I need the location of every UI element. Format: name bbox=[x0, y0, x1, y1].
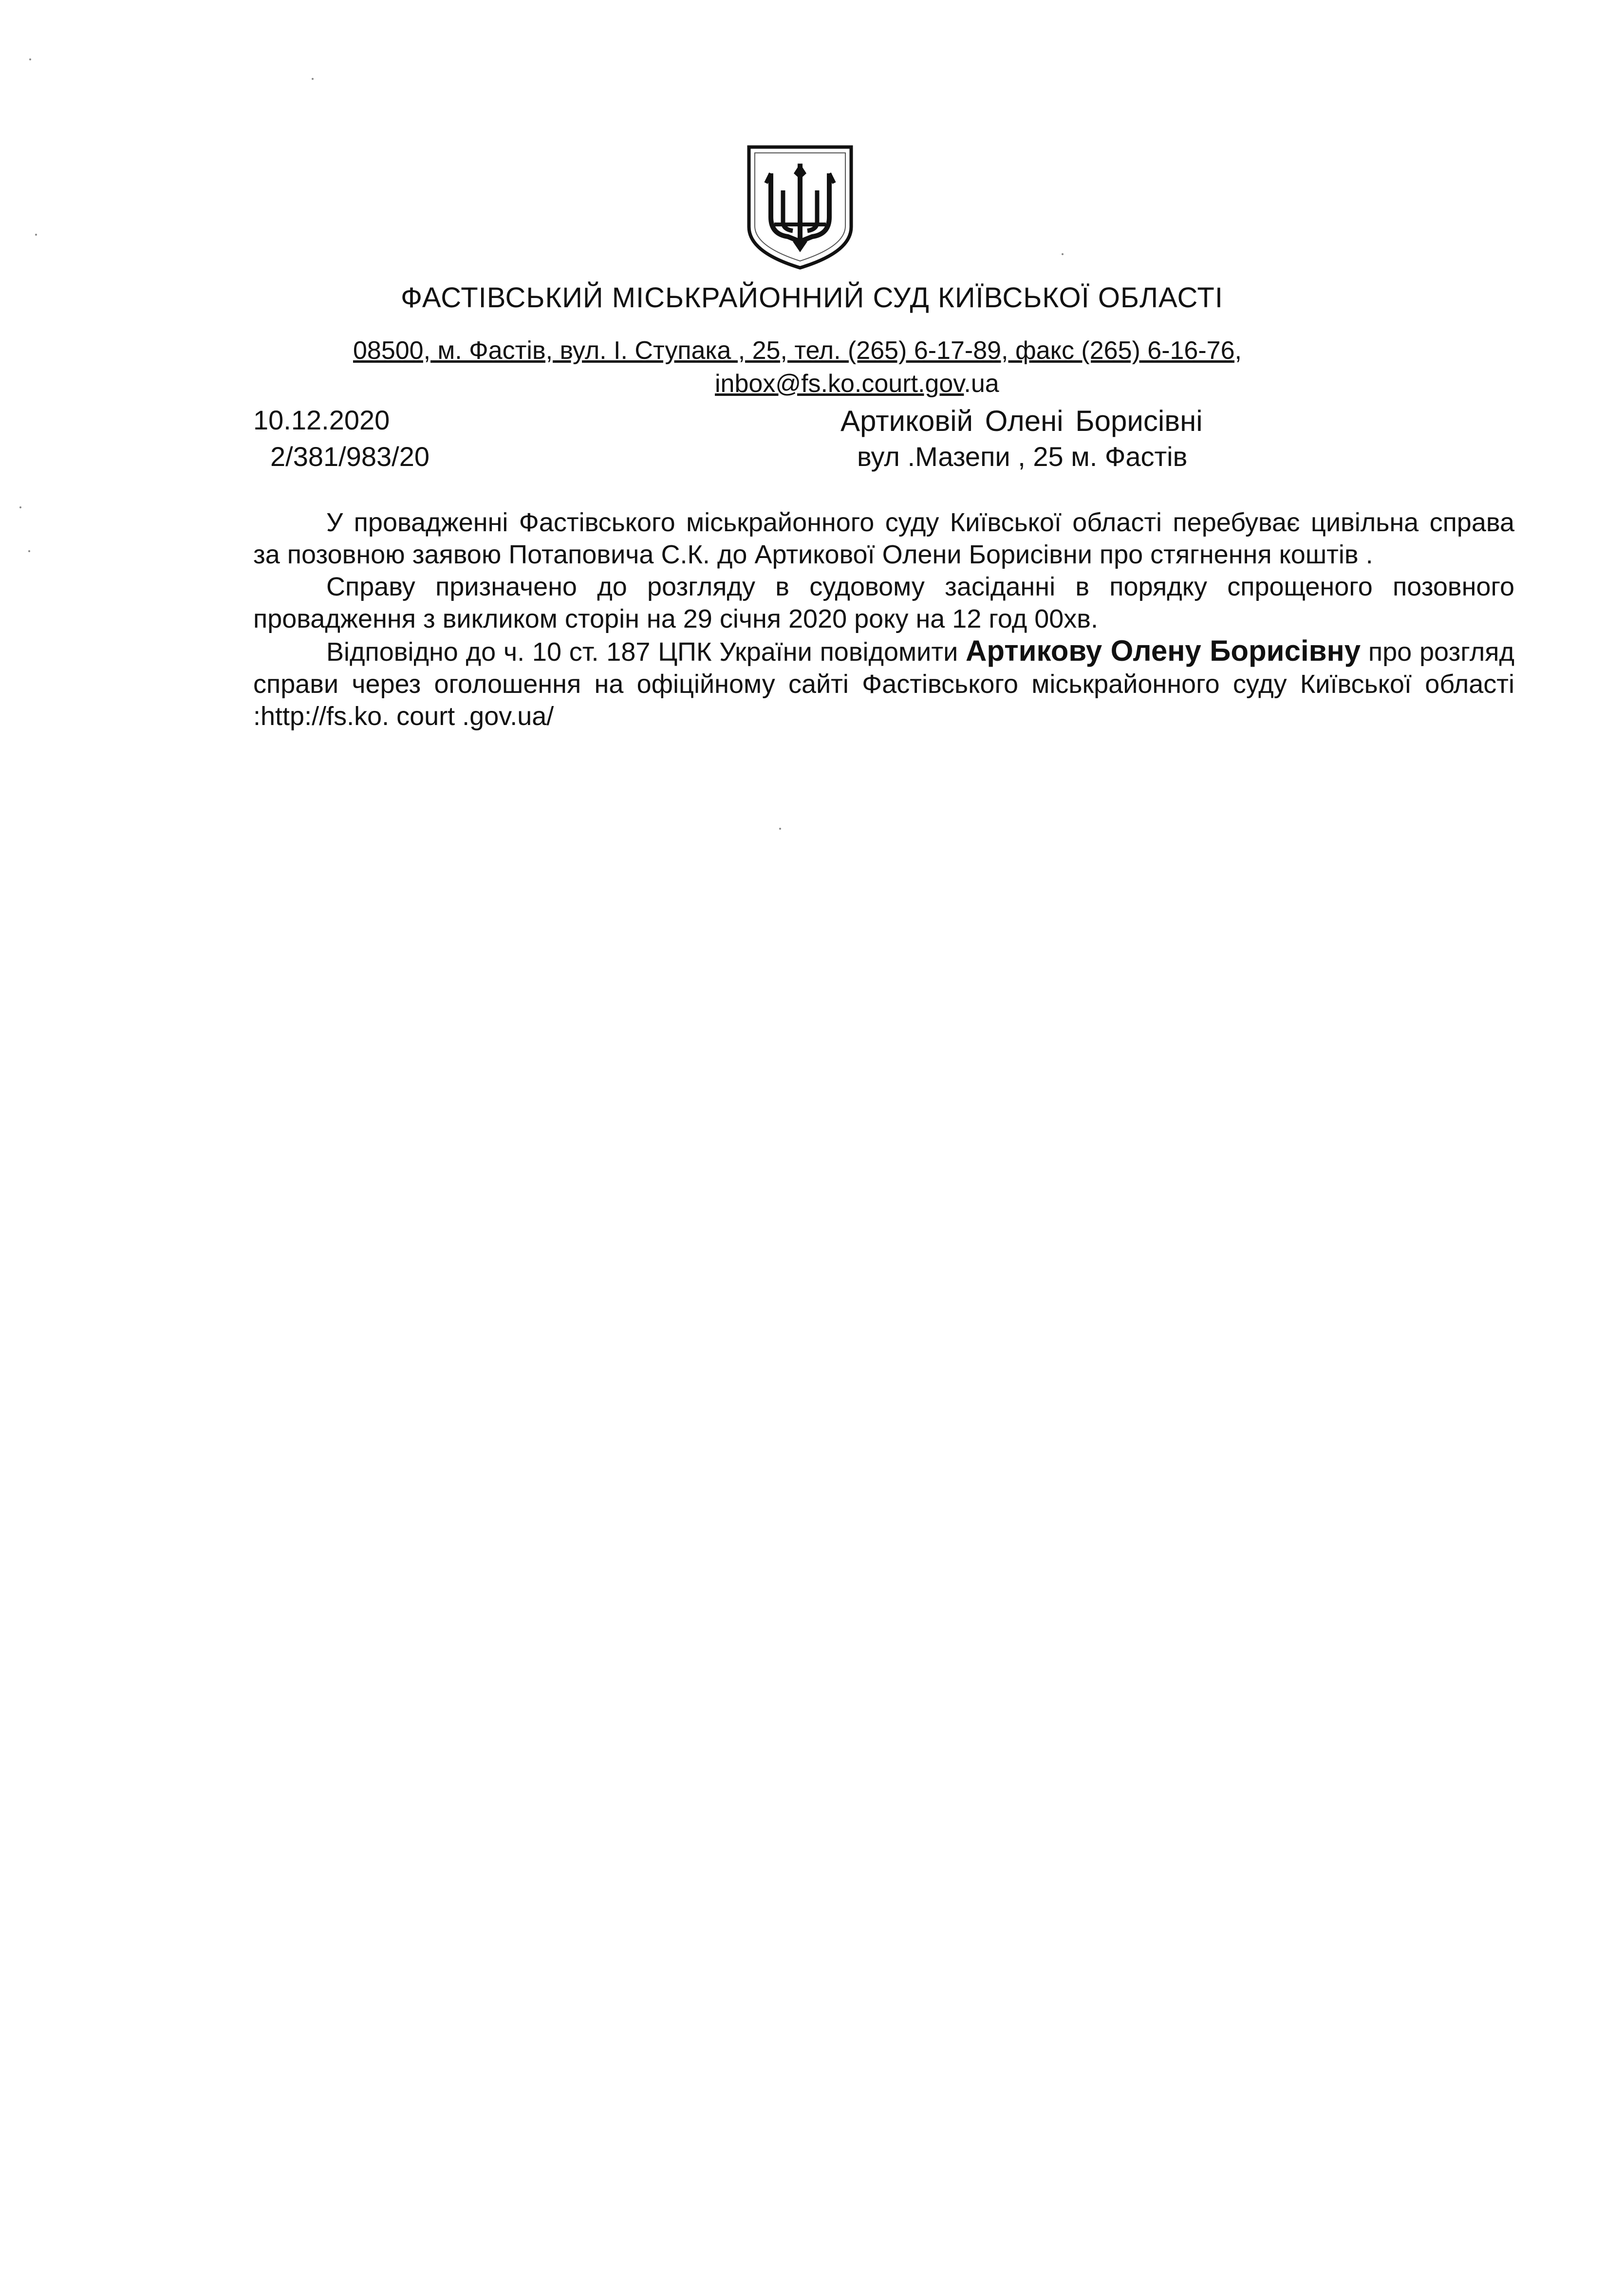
recipient-address: вул .Мазепи , 25 м. Фастів bbox=[857, 441, 1188, 472]
court-email bbox=[715, 369, 999, 398]
document-reference: 2/381/983/20 bbox=[270, 441, 429, 472]
court-email-tail: .ua bbox=[964, 370, 999, 398]
scan-speck bbox=[779, 828, 781, 830]
scan-speck bbox=[19, 506, 21, 508]
paragraph-1: У провадженні Фастівського міськрайонного суду Київської області перебуває цивільна справа за позовною заявою Потаповича С.К. до Артикової Олени Борисівни про стягнення коштів . bbox=[253, 508, 1514, 569]
coat-of-arms-icon bbox=[744, 144, 856, 271]
court-address: 08500, м. Фастів, вул. І. Ступака , 25, тел. (265) 6-17-89, факс (265) 6-16-76, bbox=[353, 336, 1242, 365]
court-email-underlined: inbox@fs.ko.court.gov bbox=[715, 370, 964, 398]
paragraph-3-end: про розгляд справи через оголошення на офіційному сайті Фастівського міськрайонного суду Київської області :http://fs.ko. court .gov.ua/ bbox=[253, 637, 1514, 731]
letter-body bbox=[253, 506, 1514, 732]
scan-speck bbox=[29, 58, 31, 60]
paragraph-3 bbox=[253, 635, 1514, 732]
recipient-name: Артиковій Олені Борисівні bbox=[840, 405, 1203, 437]
paragraph-3-bold: Артикову Олену Борисівну bbox=[966, 634, 1361, 667]
paragraph-3-start: Відповідно до ч. 10 ст. 187 ЦПК України повідомити bbox=[326, 637, 966, 667]
document-date: 10.12.2020 bbox=[253, 405, 390, 435]
scan-speck bbox=[28, 550, 30, 552]
paragraph-2: Справу призначено до розгляду в судовому засіданні в порядку спрощеного позовного провадження з викликом сторін на 29 січня 2020 року на 12 год 00хв. bbox=[253, 572, 1514, 633]
court-title: ФАСТІВСЬКИЙ МІСЬКРАЙОННИЙ СУД КИЇВСЬКОЇ ОБЛАСТІ bbox=[401, 282, 1223, 314]
scan-speck bbox=[312, 78, 314, 80]
scan-speck bbox=[35, 234, 37, 236]
scan-speck bbox=[1062, 253, 1064, 255]
